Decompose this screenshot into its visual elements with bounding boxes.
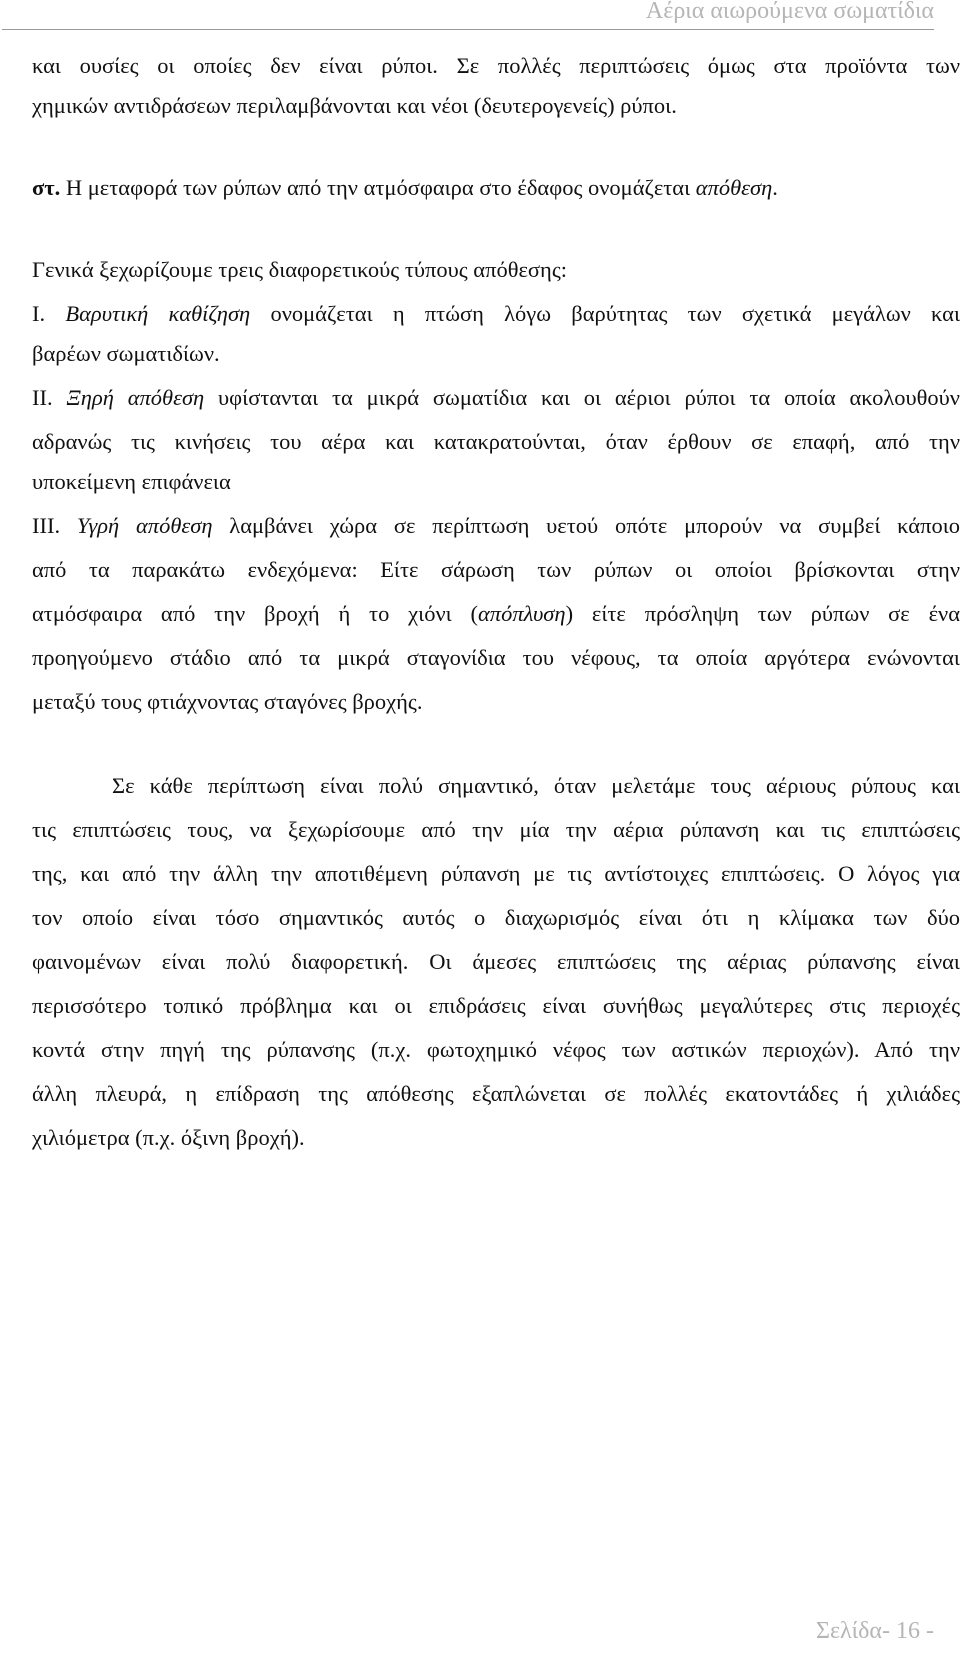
text-span: ονομάζεται η πτώση λόγω βαρύτητας των σχετικά μεγάλων και [250,301,960,326]
text-line: κοντά στην πηγή της ρύπανσης (π.χ. φωτοχημικό νέφος των αστικών περιοχών). Από την [32,1037,960,1062]
term: απόπλυση [478,601,566,626]
text-line: αδρανώς τις κινήσεις του αέρα και κατακρατούνται, όταν έρθουν σε επαφή, από την [32,429,960,454]
text-span: ) είτε πρόσληψη των ρύπων σε ένα [565,601,960,626]
text-line: φαινομένων είναι πολύ διαφορετική. Οι άμεσες επιπτώσεις της αέριας ρύπανσης είναι [32,949,960,974]
text-line: υποκείμενη επιφάνεια [32,469,231,494]
text-line: χημικών αντιδράσεων περιλαμβάνονται και νέοι (δευτερογενείς) ρύποι. [32,93,677,118]
running-header: Αέρια αιωρούμενα σωματίδια [2,0,934,30]
text-line: προηγούμενο στάδιο από τα μικρά σταγονίδια του νέφους, τα οποία αργότερα ενώνονται [32,645,960,670]
text-line: και ουσίες οι οποίες δεν είναι ρύποι. Σε πολλές περιπτώσεις όμως στα προϊόντα των [32,53,960,78]
item-label: στ. [32,175,61,200]
term: Υγρή απόθεση [76,513,213,538]
text-span: υφίστανται τα μικρά σωματίδια και οι αέριοι ρύποι τα οποία ακολουθούν [204,385,960,410]
text-line: τον οποίο είναι τόσο σημαντικός αυτός ο διαχωρισμός είναι ότι η κλίμακα των δύο [32,905,960,930]
text-line: άλλη πλευρά, η επίδραση της απόθεσης εξαπλώνεται σε πολλές εκατοντάδες ή χιλιάδες [32,1081,960,1106]
text-line [32,512,960,540]
text-line: Σε κάθε περίπτωση είναι πολύ σημαντικό, όταν μελετάμε τους αέριους ρύπους και [112,773,960,798]
text-line: Γενικά ξεχωρίζουμε τρεις διαφορετικούς τύπους απόθεσης: [32,257,567,282]
text-line: μεταξύ τους φτιάχνοντας σταγόνες βροχής. [32,689,423,714]
text-span: ατμόσφαιρα από την βροχή ή το χιόνι ( [32,601,478,626]
text-line: της, και από την άλλη την αποτιθέμενη ρύπανση με τις αντίστοιχες επιπτώσεις. Ο λόγος για [32,861,960,886]
text-line [32,300,960,328]
term: Ξηρή απόθεση [66,385,205,410]
item-number: III. [32,513,77,538]
text-line [32,384,960,412]
item-number: II. [32,385,67,410]
text-line: από τα παρακάτω ενδεχόμενα: Είτε σάρωση των ρύπων οι οποίοι βρίσκονται στην [32,557,960,582]
text-line [32,600,960,628]
text-span: λαμβάνει χώρα σε περίπτωση υετού οπότε μπορούν να συμβεί κάποιο [212,513,960,538]
text-line: τις επιπτώσεις τους, να ξεχωρίσουμε από την μία την αέρια ρύπανση και τις επιπτώσεις [32,817,960,842]
text-span: . [772,175,778,200]
text-span: Η μεταφορά των ρύπων από την ατμόσφαιρα στο έδαφος ονομάζεται [60,175,696,200]
page-number: Σελίδα- 16 - [815,1618,934,1644]
item-number: I. [32,301,66,326]
text-line: περισσότερο τοπικό πρόβλημα και οι επιδράσεις είναι συνήθως μεγαλύτερες στις περιοχές [32,993,960,1018]
term: απόθεση [695,175,773,200]
text-line: βαρέων σωματιδίων. [32,341,220,366]
text-line: χιλιόμετρα (π.χ. όξινη βροχή). [32,1125,305,1150]
term: Βαρυτική καθίζηση [65,301,251,326]
text-line [32,174,778,202]
